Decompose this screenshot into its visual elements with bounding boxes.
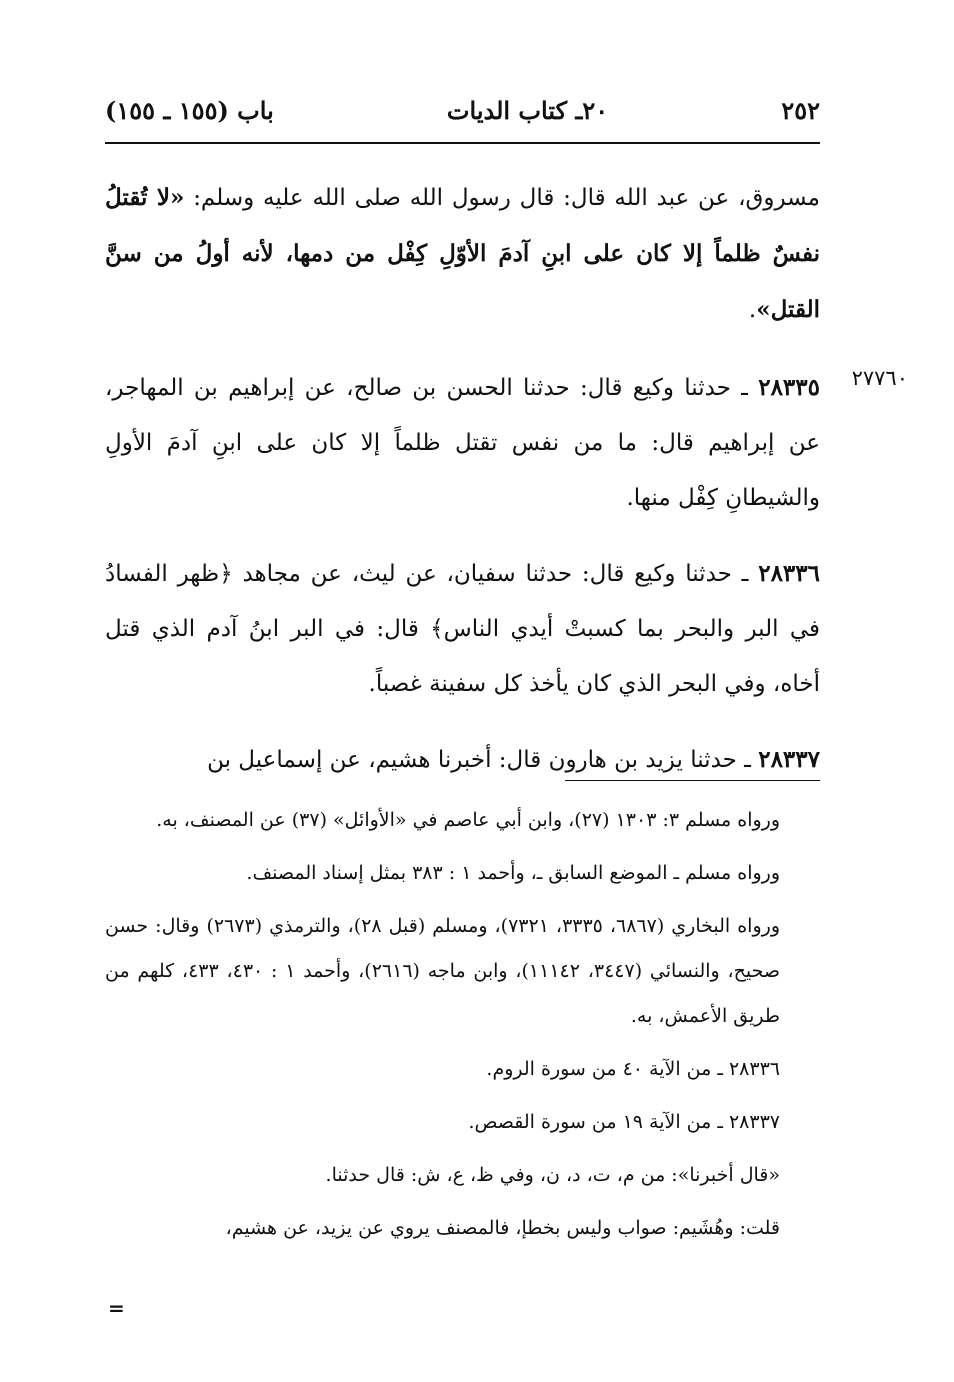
paragraph-text: ـ حدثنا وكيع قال: حدثنا الحسن بن صالح، عن إبراهيم بن المهاجر، عن إبراهيم قال: ما من نفس تقتل ظلماً إلا كان على ابنِ آدمَ الأولِ والشيطانِ كِفْل منها. — [105, 375, 820, 511]
footnote-4: ٢٨٣٣٦ ـ من الآية ٤٠ من سورة الروم. — [486, 1058, 780, 1080]
book-title: ٢٠ـ كتاب الديات — [446, 95, 609, 125]
paragraph-end: . — [748, 297, 757, 323]
footnote-divider — [565, 780, 820, 781]
footnote-3: ورواه البخاري (٦٨٦٧، ٣٣٣٥، ٧٣٢١)، ومسلم (قبل ٢٨)، والترمذي (٢٦٧٣) وقال: حسن صحيح، والنسائي (٣٤٤٧، ١١١٤٢)، وابن ماجه (٢٦١٦)، وأحمد ١ : ٤٣٠، ٤٣٣، كلهم من طريق الأعمش، به. — [105, 915, 781, 1027]
header-divider — [105, 142, 820, 144]
margin-number: ٢٧٧٦٠ — [851, 366, 908, 390]
chapter-range: باب (١٥٥ ـ ١٥٥) — [105, 95, 274, 125]
hadith-quote: «لا تُقتلُ نفسٌ ظلماً إلا كان على ابنِ آدمَ الأوّلِ كِفْل من دمها، لأنه أولُ من سنَّ القتل» — [105, 184, 820, 323]
paragraph-text: مسروق، عن عبد الله قال: قال رسول الله صلى الله عليه وسلم: — [184, 185, 820, 211]
footnote-1: ورواه مسلم ٣: ١٣٠٣ (٢٧)، وابن أبي عاصم في «الأوائل» (٣٧) عن المصنف، به. — [156, 809, 780, 831]
paragraph-continuation — [105, 170, 820, 338]
footnote-5: ٢٨٣٣٧ ـ من الآية ١٩ من سورة القصص. — [468, 1111, 780, 1133]
footnotes — [105, 798, 820, 1259]
footnote-6: «قال أخبرنا»: من م، ت، د، ن، وفي ظ، ع، ش: قال حدثنا. — [325, 1164, 780, 1186]
page-number: ٢٥٢ — [781, 95, 820, 125]
paragraph-text: ـ حدثنا وكيع قال: حدثنا سفيان، عن ليث، عن مجاهد ﴿ظهر الفسادُ في البر والبحر بما كسبتْ أيدي الناس﴾ قال: في البر ابنُ آدم الذي قتل أخاه، وفي البحر الذي كان يأخذ كل سفينة غصباً. — [105, 561, 820, 697]
hadith-number: ٢٨٣٣٧ — [758, 746, 820, 773]
continuation-mark: = — [108, 1296, 125, 1320]
main-text — [105, 170, 820, 808]
page-header — [105, 92, 820, 128]
hadith-number: ٢٨٣٣٥ — [758, 374, 820, 401]
paragraph-28336 — [105, 546, 820, 712]
paragraph-text: ـ حدثنا يزيد بن هارون قال: أخبرنا هشيم، عن إسماعيل بن — [207, 747, 759, 773]
footnote-7: قلت: وهُشَيم: صواب وليس بخطإ، فالمصنف يروي عن يزيد، عن هشيم، — [225, 1217, 780, 1239]
hadith-number: ٢٨٣٣٦ — [758, 560, 820, 587]
paragraph-28335 — [105, 360, 820, 526]
footnote-2: ورواه مسلم ـ الموضع السابق ـ، وأحمد ١ : ٣٨٣ بمثل إسناد المصنف. — [246, 862, 780, 884]
